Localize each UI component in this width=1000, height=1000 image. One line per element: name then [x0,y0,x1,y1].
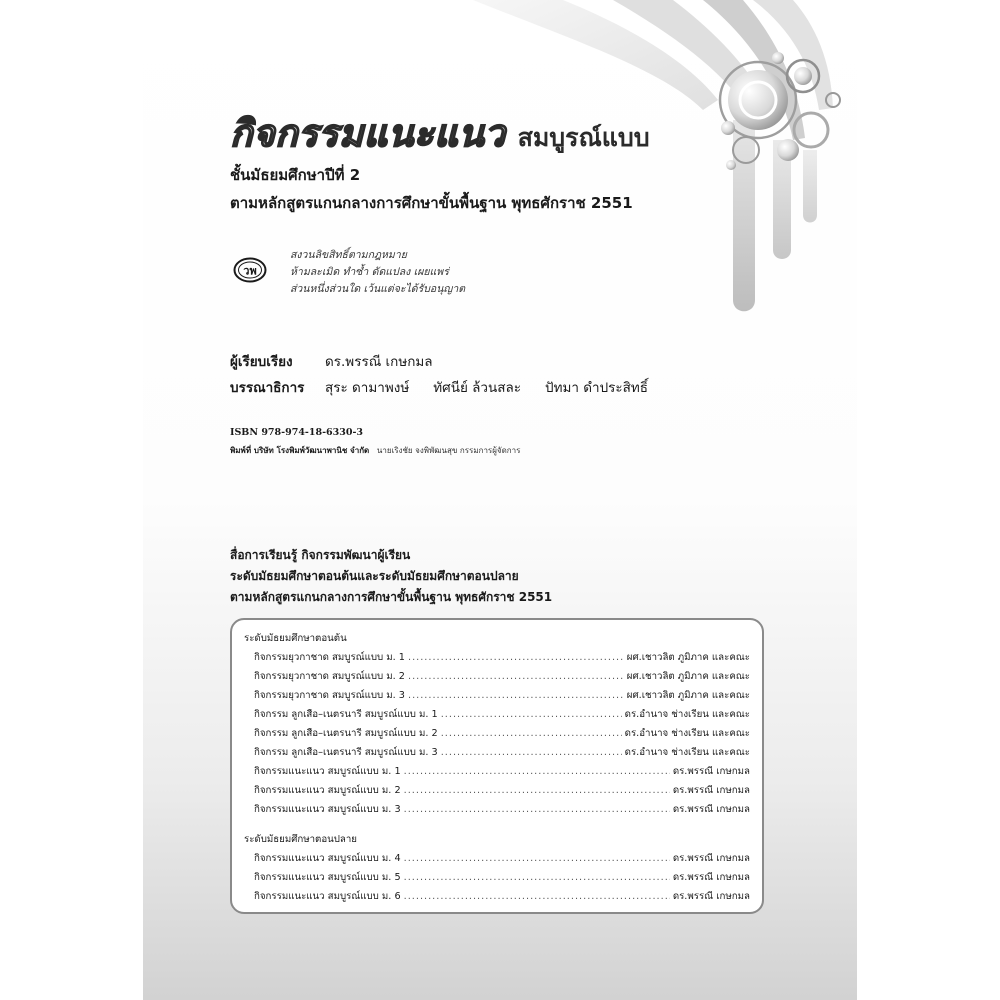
list-item-title: กิจกรรมแนะแนว สมบูรณ์แบบ ม. 3 [254,804,401,815]
list-item-title: กิจกรรม ลูกเสือ–เนตรนารี สมบูรณ์แบบ ม. 1 [254,709,438,720]
list-item-title: กิจกรรมแนะแนว สมบูรณ์แบบ ม. 2 [254,785,401,796]
series-line: สื่อการเรียนรู้ กิจกรรมพัฒนาผู้เรียน [230,548,411,562]
author-row [230,349,672,375]
list-item-author: ดร.พรรณี เกษกมล [672,853,750,864]
list-item-author: ผศ.เชาวลิต ภูมิภาค และคณะ [626,690,750,701]
copyright-line: สงวนลิขสิทธิ์ตามกฎหมาย [290,249,407,261]
leader-dots [441,705,622,724]
list-item-title: กิจกรรมแนะแนว สมบูรณ์แบบ ม. 1 [254,766,401,777]
series-line: ตามหลักสูตรแกนกลางการศึกษาขั้นพื้นฐาน พุทธศักราช 2551 [230,590,553,604]
title-main: กิจกรรมแนะแนว [230,112,506,155]
book-title [230,104,650,163]
list-item [244,705,750,724]
list-item [244,686,750,705]
leader-dots [404,762,670,781]
publisher-logo-text: วพ [243,264,257,278]
curriculum-line: ตามหลักสูตรแกนกลางการศึกษาขั้นพื้นฐาน พุทธศักราช 2551 [230,194,633,212]
list-item [244,743,750,762]
printer-name: พิมพ์ที่ บริษัท โรงพิมพ์วัฒนาพานิช จำกัด [230,446,370,455]
series-info [230,545,552,608]
list-item [244,887,750,906]
list-item-author: ดร.อำนาจ ช่างเรียน และคณะ [624,728,750,739]
list-item-author: ดร.พรรณี เกษกมล [672,891,750,902]
list-item-title: กิจกรรม ลูกเสือ–เนตรนารี สมบูรณ์แบบ ม. 2 [254,728,438,739]
book-list-box [230,618,764,914]
list-item-title: กิจกรรม ลูกเสือ–เนตรนารี สมบูรณ์แบบ ม. 3 [254,747,438,758]
list-item-author: ดร.พรรณี เกษกมล [672,804,750,815]
list-item [244,868,750,887]
credits [230,349,672,401]
editors-row [230,375,672,401]
section-heading-upper: ระดับมัธยมศึกษาตอนปลาย [244,834,357,845]
leader-dots [404,781,670,800]
list-item [244,762,750,781]
list-item-author: ดร.พรรณี เกษกมล [672,766,750,777]
isbn: ISBN 978-974-18-6330-3 [230,427,364,438]
list-item-author: ดร.อำนาจ ช่างเรียน และคณะ [624,709,750,720]
list-item-author: ดร.พรรณี เกษกมล [672,785,750,796]
leader-dots [404,868,670,887]
author-name: ดร.พรรณี เกษกมล [325,354,433,370]
section-heading-lower: ระดับมัธยมศึกษาตอนต้น [244,633,347,644]
publisher-logo [233,256,267,284]
list-item-title: กิจกรรมแนะแนว สมบูรณ์แบบ ม. 4 [254,853,401,864]
grade-level: ชั้นมัธยมศึกษาปีที่ 2 [230,166,361,184]
list-item [244,781,750,800]
editors-label: บรรณาธิการ [230,380,305,396]
book-page [143,0,857,1000]
section-gap [244,819,750,832]
list-item [244,667,750,686]
list-item [244,849,750,868]
series-line: ระดับมัธยมศึกษาตอนต้นและระดับมัธยมศึกษาตอนปลาย [230,569,519,583]
list-item-title: กิจกรรมยุวกาชาด สมบูรณ์แบบ ม. 2 [254,671,405,682]
list-item [244,648,750,667]
list-item-author: ผศ.เชาวลิต ภูมิภาค และคณะ [626,652,750,663]
list-item-title: กิจกรรมยุวกาชาด สมบูรณ์แบบ ม. 1 [254,652,405,663]
editor-name: ปัทมา ดำประสิทธิ์ [545,380,649,396]
list-item-title: กิจกรรมแนะแนว สมบูรณ์แบบ ม. 5 [254,872,401,883]
editor-name: สุระ ดามาพงษ์ [325,380,410,396]
leader-dots [404,800,670,819]
leader-dots [441,743,622,762]
list-item-author: ดร.อำนาจ ช่างเรียน และคณะ [624,747,750,758]
title-sub: สมบูรณ์แบบ [517,123,650,152]
list-item [244,724,750,743]
printer-manager: นายเริงชัย จงพิพัฒนสุข กรรมการผู้จัดการ [376,446,521,455]
copyright-line: ส่วนหนึ่งส่วนใด เว้นแต่จะได้รับอนุญาต [290,283,466,295]
list-item-author: ผศ.เชาวลิต ภูมิภาค และคณะ [626,671,750,682]
list-item-title: กิจกรรมแนะแนว สมบูรณ์แบบ ม. 6 [254,891,401,902]
leader-dots [408,667,624,686]
leader-dots [408,686,624,705]
copyright-notice [290,247,465,298]
leader-dots [408,648,624,667]
list-item [244,800,750,819]
leader-dots [404,887,670,906]
list-item-author: ดร.พรรณี เกษกมล [672,872,750,883]
leader-dots [441,724,622,743]
editor-name: ทัศนีย์ ล้วนสละ [433,380,521,396]
leader-dots [404,849,670,868]
copyright-line: ห้ามละเมิด ทำซ้ำ ดัดแปลง เผยแพร่ [290,266,449,278]
list-item-title: กิจกรรมยุวกาชาด สมบูรณ์แบบ ม. 3 [254,690,405,701]
author-label: ผู้เรียบเรียง [230,354,293,370]
printer-info [230,444,520,457]
